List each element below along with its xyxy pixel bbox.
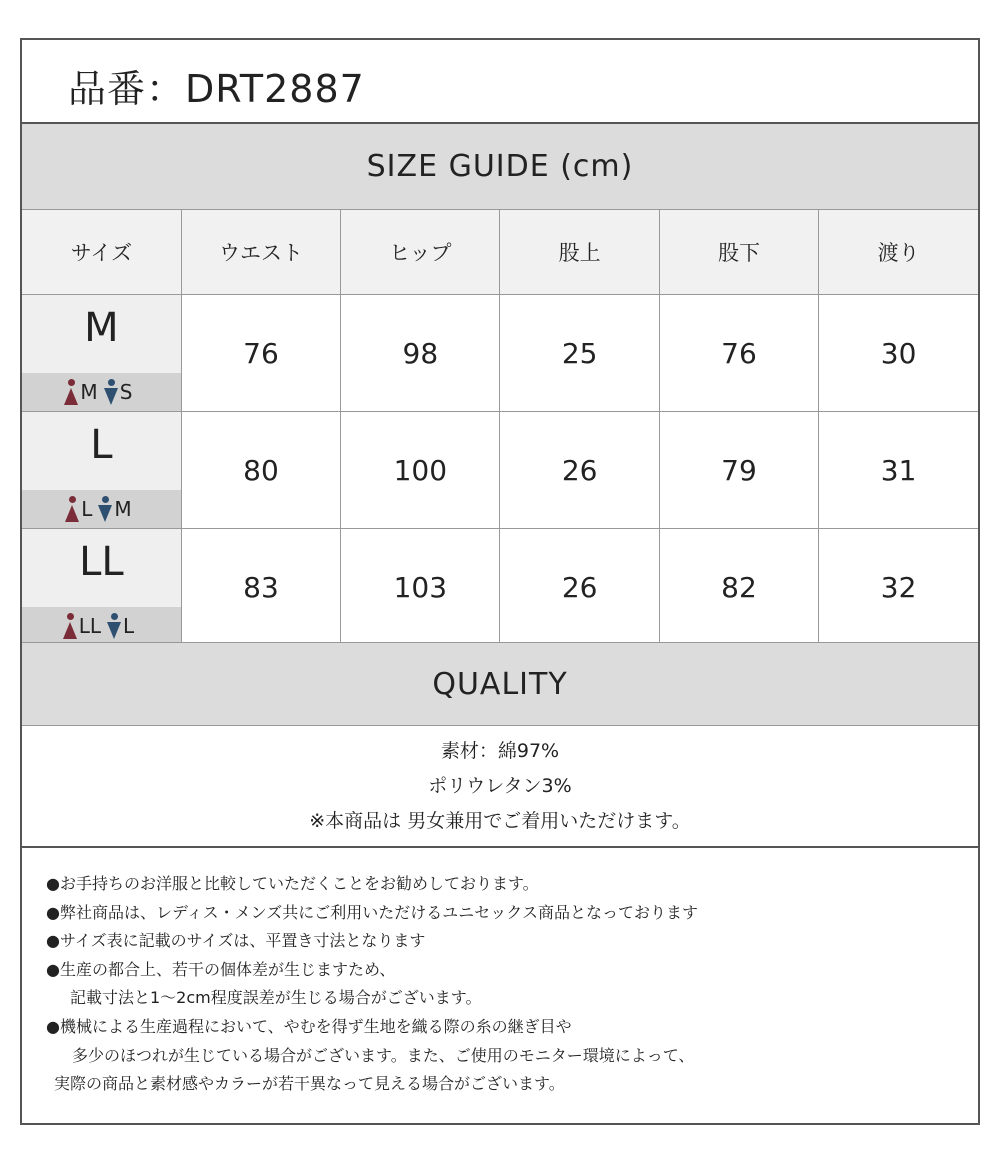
men-size: L	[122, 614, 135, 638]
man-icon	[107, 613, 121, 639]
header-inseam: 股下	[659, 210, 818, 295]
thigh-value: 32	[819, 529, 978, 646]
table-row	[22, 295, 978, 412]
header-rise: 股上	[500, 210, 659, 295]
gender-size-band	[22, 607, 181, 645]
men-size: M	[114, 497, 132, 521]
thigh-value: 31	[819, 412, 978, 529]
woman-icon	[63, 613, 77, 639]
size-cell	[22, 529, 181, 646]
note-line: ●機械による生産過程において、やむを得ず生地を織る際の糸の継ぎ目や	[46, 1016, 572, 1036]
hip-value: 103	[341, 529, 500, 646]
size-table	[22, 210, 978, 645]
women-size: LL	[78, 614, 101, 638]
notes-section	[46, 870, 966, 1099]
waist-value: 80	[181, 412, 340, 529]
header-size: サイズ	[22, 210, 181, 295]
product-number-header	[22, 40, 978, 124]
table-row	[22, 529, 978, 646]
man-icon	[98, 496, 112, 522]
note-line: 記載寸法と1～2cm程度誤差が生じる場合がございます。	[70, 988, 482, 1008]
size-label: M	[84, 305, 119, 351]
header-thigh: 渡り	[819, 210, 978, 295]
unisex-note: ※本商品は 男女兼用でご着用いただけます。	[309, 810, 691, 832]
note-line: 多少のほつれが生じている場合がございます。また、ご使用のモニター環境によって、	[72, 1045, 695, 1065]
women-size: M	[80, 380, 98, 404]
product-number: 品番：DRT2887	[68, 67, 365, 111]
inseam-value: 79	[659, 412, 818, 529]
note-line: ●生産の都合上、若干の個体差が生じますため、	[46, 959, 396, 979]
women-size: L	[81, 497, 93, 521]
quality-title: QUALITY	[22, 642, 978, 726]
size-chart-frame	[20, 38, 980, 1125]
table-row	[22, 412, 978, 529]
gender-size-band	[22, 490, 181, 528]
man-icon	[104, 379, 118, 405]
size-table-header	[22, 210, 978, 295]
material-line: ポリウレタン3%	[428, 775, 572, 797]
woman-icon	[65, 496, 79, 522]
gender-size-band	[22, 373, 181, 411]
note-line: ●サイズ表に記載のサイズは、平置き寸法となります	[46, 931, 426, 951]
inseam-value: 76	[659, 295, 818, 412]
thigh-value: 30	[819, 295, 978, 412]
size-cell	[22, 295, 181, 412]
note-line: ●お手持ちのお洋服と比較していただくことをお勧めしております。	[46, 874, 539, 893]
quality-details	[22, 726, 978, 848]
header-hip: ヒップ	[341, 210, 500, 295]
waist-value: 83	[181, 529, 340, 646]
size-cell	[22, 412, 181, 529]
rise-value: 26	[500, 412, 659, 529]
waist-value: 76	[181, 295, 340, 412]
inseam-value: 82	[659, 529, 818, 646]
rise-value: 25	[500, 295, 659, 412]
size-label: LL	[79, 539, 124, 585]
hip-value: 100	[341, 412, 500, 529]
note-line: ●弊社商品は、レディス・メンズ共にご利用いただけるユニセックス商品となっております	[46, 902, 699, 922]
size-label: L	[90, 422, 113, 468]
hip-value: 98	[341, 295, 500, 412]
men-size: S	[119, 380, 133, 404]
rise-value: 26	[500, 529, 659, 646]
note-line: 実際の商品と素材感やカラーが若干異なって見える場合がございます。	[54, 1074, 565, 1094]
header-waist: ウエスト	[181, 210, 340, 295]
material-line: 素材：綿97%	[440, 740, 560, 762]
size-guide-title: SIZE GUIDE (cm)	[22, 124, 978, 210]
woman-icon	[64, 379, 78, 405]
